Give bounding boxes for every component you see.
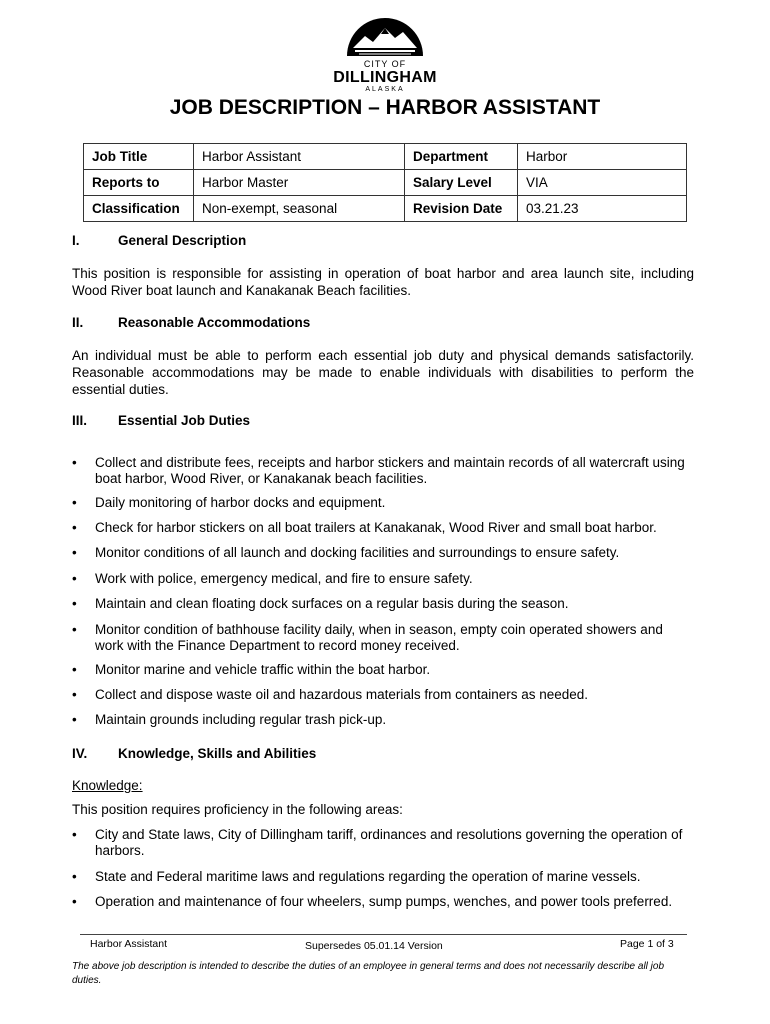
revision-date-label: Revision Date xyxy=(405,196,518,222)
duty-text: Maintain grounds including regular trash pick-up. xyxy=(95,712,387,727)
footer-disclaimer: The above job description is intended to describe the duties of an employee in general terms and does not necessarily describe all job duties. xyxy=(72,961,665,986)
job-title-label: Job Title xyxy=(84,144,194,170)
bullet-icon: • xyxy=(72,520,77,535)
revision-date-value: 03.21.23 xyxy=(518,196,687,222)
footer-divider xyxy=(80,934,687,935)
section-heading-accommodations xyxy=(72,315,310,330)
section-number: II. xyxy=(72,315,84,330)
mountain-seal-icon xyxy=(345,14,425,58)
bullet-icon: • xyxy=(72,622,77,637)
list-item xyxy=(72,827,694,859)
knowledge-text: Operation and maintenance of four wheelers, sump pumps, wenches, and power tools preferred. xyxy=(95,894,673,909)
duty-text: Daily monitoring of harbor docks and equipment. xyxy=(95,495,386,510)
section-heading-general-description xyxy=(72,233,246,248)
department-label: Department xyxy=(405,144,518,170)
logo-city-name: DILLINGHAM xyxy=(333,69,437,86)
duty-text: Check for harbor stickers on all boat trailers at Kanakanak, Wood River and small boat harbor. xyxy=(95,520,657,535)
duty-text: Work with police, emergency medical, and fire to ensure safety. xyxy=(95,571,473,586)
list-item xyxy=(72,712,694,728)
bullet-icon: • xyxy=(72,712,77,727)
salary-level-label: Salary Level xyxy=(405,170,518,196)
section-number: I. xyxy=(72,233,80,248)
footer-supersedes: Supersedes 05.01.14 Version xyxy=(305,940,443,952)
duty-text: Collect and distribute fees, receipts and harbor stickers and maintain records of all watercraft using boat harbor, Wood River, or Kanakanak beach facilities. xyxy=(95,455,685,486)
list-item xyxy=(72,894,694,910)
bullet-icon: • xyxy=(72,495,77,510)
footer-doc-name: Harbor Assistant xyxy=(90,938,168,950)
duty-text: Collect and dispose waste oil and hazardous materials from containers as needed. xyxy=(95,687,589,702)
footer-page-number: Page 1 of 3 xyxy=(620,938,674,950)
job-title-value: Harbor Assistant xyxy=(194,144,405,170)
general-description-text: This position is responsible for assisting in operation of boat harbor and area launch site, including Wood River boat launch and Kanakanak Beach facilities. xyxy=(72,266,694,298)
section-heading-knowledge-skills xyxy=(72,746,316,761)
knowledge-subheading: Knowledge: xyxy=(72,778,143,793)
duty-text: Monitor marine and vehicle traffic within the boat harbor. xyxy=(95,662,431,677)
bullet-icon: • xyxy=(72,827,77,842)
reports-to-value: Harbor Master xyxy=(194,170,405,196)
list-item xyxy=(72,596,694,612)
duty-text: Maintain and clean floating dock surfaces on a regular basis during the season. xyxy=(95,596,569,611)
section-title: Essential Job Duties xyxy=(118,413,251,428)
list-item xyxy=(72,869,694,885)
bullet-icon: • xyxy=(72,869,77,884)
list-item xyxy=(72,495,694,511)
section-number: IV. xyxy=(72,746,88,761)
knowledge-text: State and Federal maritime laws and regulations regarding the operation of marine vessels. xyxy=(95,869,641,884)
department-value: Harbor xyxy=(518,144,687,170)
table-row xyxy=(84,170,687,196)
section-title: General Description xyxy=(118,233,247,248)
list-item xyxy=(72,622,694,654)
duty-text: Monitor condition of bathhouse facility daily, when in season, empty coin operated showers and work with the Finance Department to record money received. xyxy=(95,622,663,653)
section-title: Reasonable Accommodations xyxy=(118,315,311,330)
table-row xyxy=(84,144,687,170)
salary-level-value: VIA xyxy=(518,170,687,196)
table-row xyxy=(84,196,687,222)
reports-to-label: Reports to xyxy=(84,170,194,196)
section-heading-essential-duties xyxy=(72,413,250,428)
bullet-icon: • xyxy=(72,596,77,611)
city-logo xyxy=(330,14,440,93)
list-item xyxy=(72,687,694,703)
list-item xyxy=(72,520,694,536)
classification-label: Classification xyxy=(84,196,194,222)
logo-state: ALASKA xyxy=(365,86,405,93)
logo-city-of: CITY OF xyxy=(363,59,407,69)
list-item xyxy=(72,571,694,587)
knowledge-intro: This position requires proficiency in the following areas: xyxy=(72,802,403,817)
duty-text: Monitor conditions of all launch and docking facilities and surroundings to ensure safety. xyxy=(95,545,620,560)
bullet-icon: • xyxy=(72,662,77,677)
bullet-icon: • xyxy=(72,571,77,586)
section-number: III. xyxy=(72,413,88,428)
accommodations-text: An individual must be able to perform each essential job duty and physical demands satisfactorily. Reasonable accommodations may be made to enable individuals with disabilities to perform the essential duties. xyxy=(72,348,694,397)
list-item xyxy=(72,662,694,678)
list-item xyxy=(72,545,694,561)
page-title: JOB DESCRIPTION – HARBOR ASSISTANT xyxy=(169,96,601,119)
bullet-icon: • xyxy=(72,894,77,909)
job-info-table xyxy=(83,143,687,222)
classification-value: Non-exempt, seasonal xyxy=(194,196,405,222)
list-item xyxy=(72,455,694,487)
knowledge-text: City and State laws, City of Dillingham tariff, ordinances and resolutions governing the operation of harbors. xyxy=(95,827,683,858)
section-title: Knowledge, Skills and Abilities xyxy=(118,746,317,761)
bullet-icon: • xyxy=(72,455,77,470)
bullet-icon: • xyxy=(72,687,77,702)
bullet-icon: • xyxy=(72,545,77,560)
